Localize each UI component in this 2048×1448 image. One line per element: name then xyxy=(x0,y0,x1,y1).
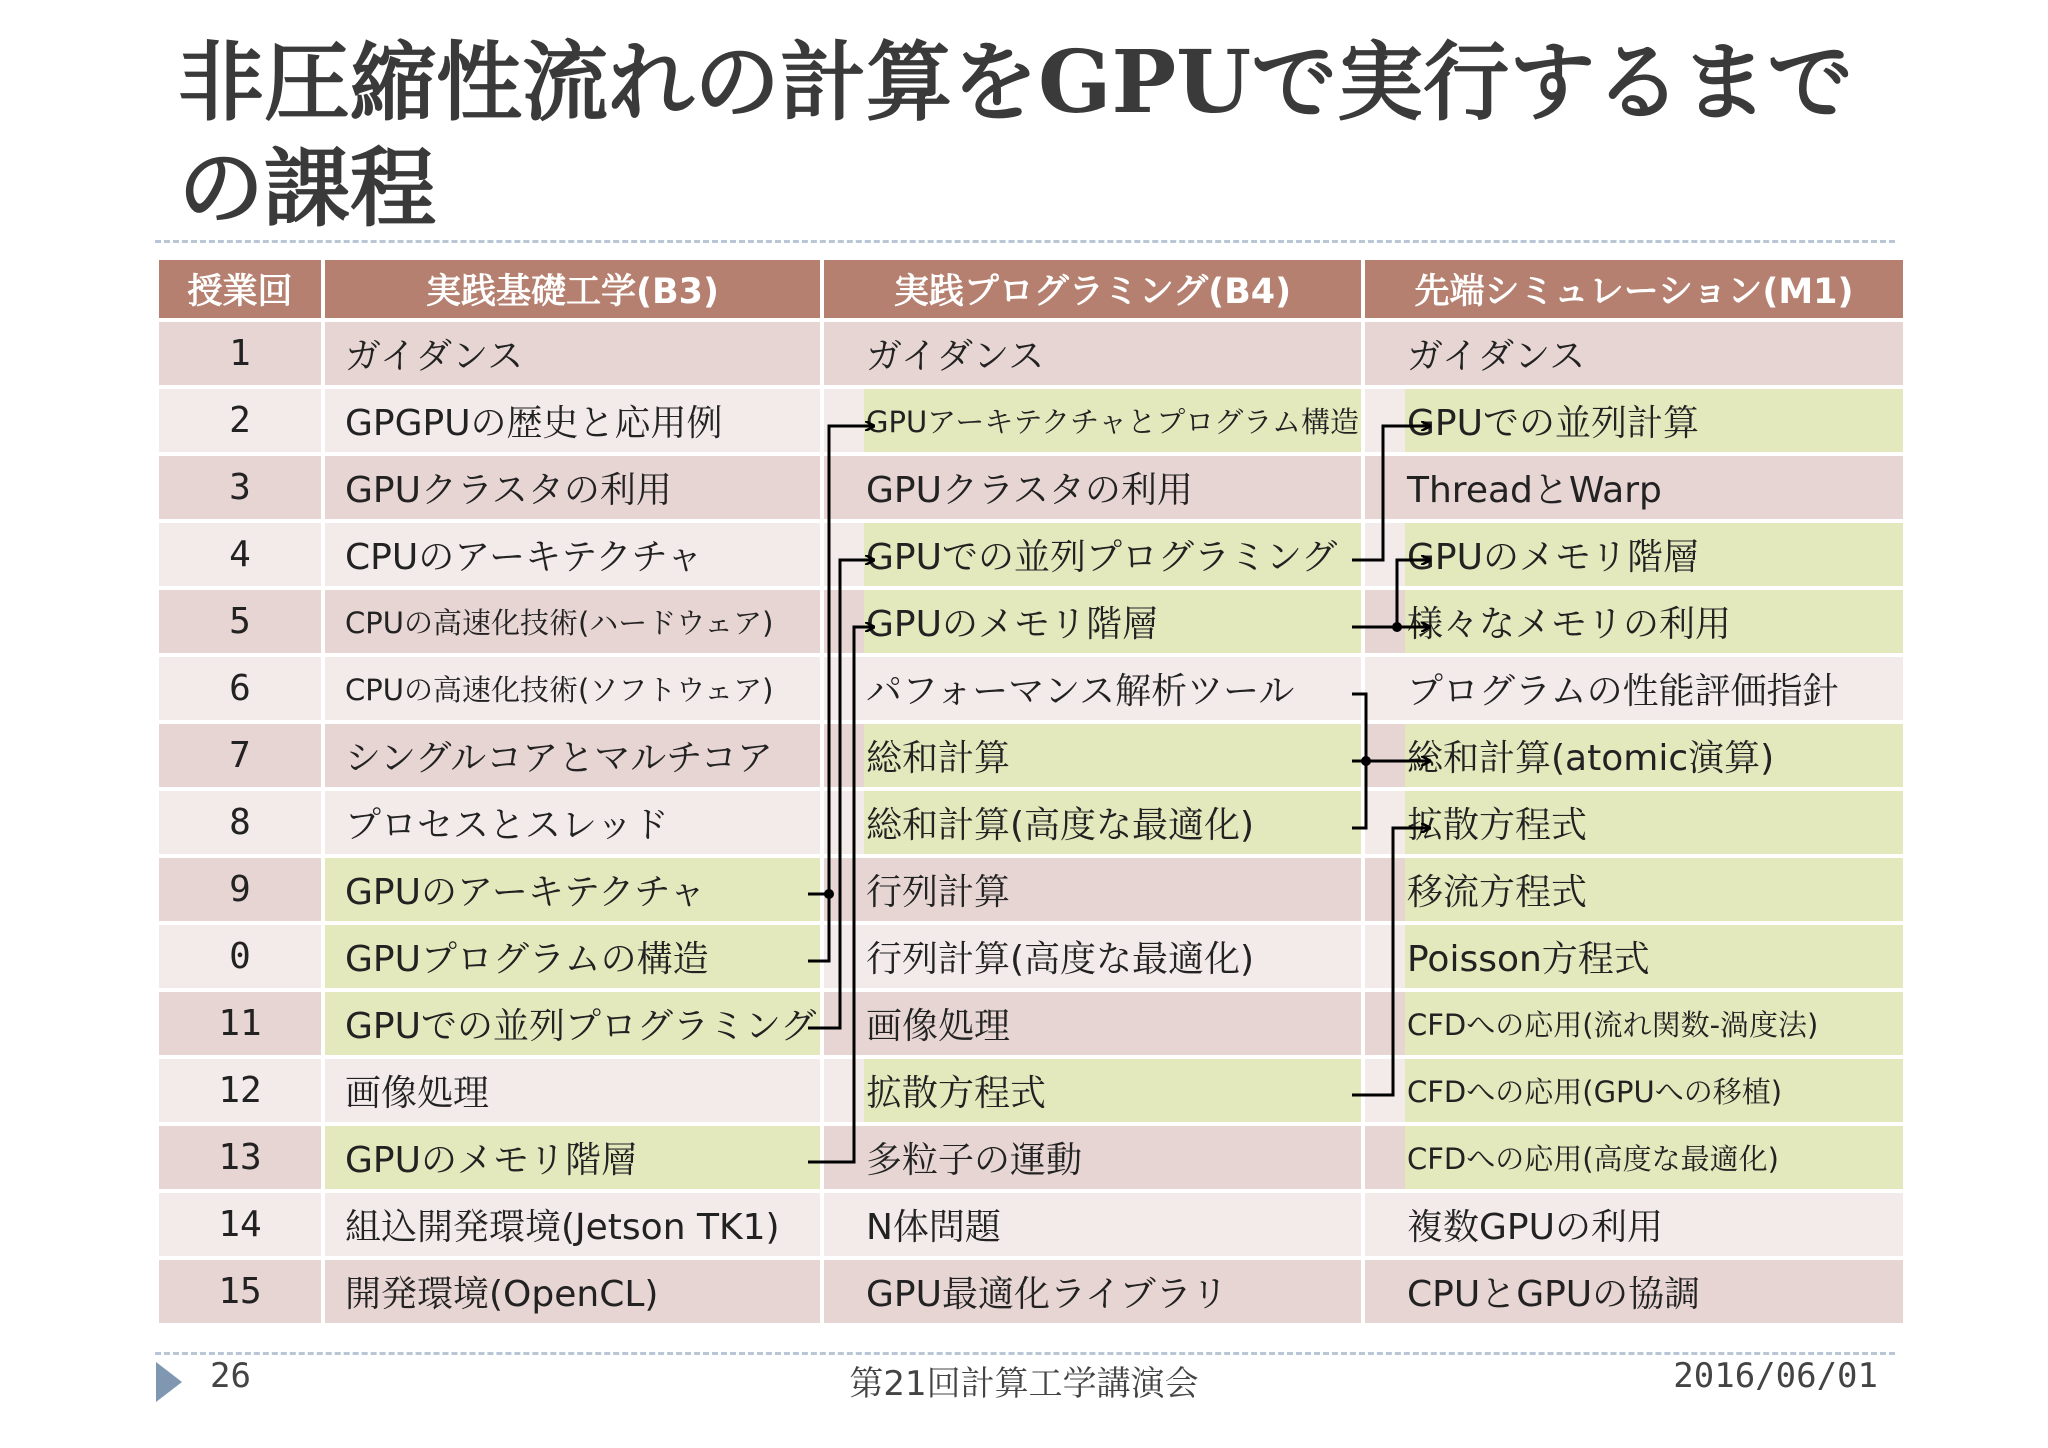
b3-cell: CPUの高速化技術(ソフトウェア) xyxy=(325,657,820,720)
b4-cell: 行列計算 xyxy=(824,858,1361,921)
slide-title: 非圧縮性流れの計算をGPUで実行するまでの課程 xyxy=(178,32,1854,239)
table-row xyxy=(159,992,1903,1055)
table-row xyxy=(159,389,1903,452)
b4-cell: 多粒子の運動 xyxy=(824,1126,1361,1189)
lesson-number: 13 xyxy=(159,1126,321,1189)
b3-cell: CPUのアーキテクチャ xyxy=(325,523,820,586)
header-b4: 実践プログラミング(B4) xyxy=(824,260,1361,318)
lesson-number: 6 xyxy=(159,657,321,720)
event-name: 第21回計算工学講演会 xyxy=(849,1364,1199,1404)
m1-cell: GPUのメモリ階層 xyxy=(1365,523,1903,586)
m1-cell: CFDへの応用(高度な最適化) xyxy=(1365,1126,1903,1189)
m1-cell: ガイダンス xyxy=(1365,322,1903,385)
table-row xyxy=(159,322,1903,385)
b4-cell: 画像処理 xyxy=(824,992,1361,1055)
m1-cell: CPUとGPUの協調 xyxy=(1365,1260,1903,1323)
b4-cell: N体問題 xyxy=(824,1193,1361,1256)
table-row xyxy=(159,456,1903,519)
b4-cell: 総和計算 xyxy=(824,724,1361,787)
lesson-number: 3 xyxy=(159,456,321,519)
b3-cell: GPGPUの歴史と応用例 xyxy=(325,389,820,452)
lesson-number: 14 xyxy=(159,1193,321,1256)
lesson-number: 5 xyxy=(159,590,321,653)
b3-cell: GPUクラスタの利用 xyxy=(325,456,820,519)
lesson-number: 15 xyxy=(159,1260,321,1323)
bottom-divider xyxy=(155,1352,1895,1355)
b3-cell: 組込開発環境(Jetson TK1) xyxy=(325,1193,820,1256)
b3-cell: 開発環境(OpenCL) xyxy=(325,1260,820,1323)
table-row xyxy=(159,1126,1903,1189)
m1-cell: CFDへの応用(GPUへの移植) xyxy=(1365,1059,1903,1122)
b4-cell: パフォーマンス解析ツール xyxy=(824,657,1361,720)
header-m1: 先端シミュレーション(M1) xyxy=(1365,260,1903,318)
b3-cell: GPUプログラムの構造 xyxy=(325,925,820,988)
lesson-number: 9 xyxy=(159,858,321,921)
table-row xyxy=(159,724,1903,787)
b3-cell: シングルコアとマルチコア xyxy=(325,724,820,787)
m1-cell: Poisson方程式 xyxy=(1365,925,1903,988)
table-row xyxy=(159,858,1903,921)
m1-cell: プログラムの性能評価指針 xyxy=(1365,657,1903,720)
lesson-number: 11 xyxy=(159,992,321,1055)
b4-cell: ガイダンス xyxy=(824,322,1361,385)
lesson-number: 7 xyxy=(159,724,321,787)
header-b3: 実践基礎工学(B3) xyxy=(325,260,820,318)
table-row xyxy=(159,1260,1903,1323)
top-divider xyxy=(155,240,1895,243)
m1-cell: 複数GPUの利用 xyxy=(1365,1193,1903,1256)
b3-cell: CPUの高速化技術(ハードウェア) xyxy=(325,590,820,653)
m1-cell: 移流方程式 xyxy=(1365,858,1903,921)
lesson-number: 12 xyxy=(159,1059,321,1122)
b4-cell: GPU最適化ライブラリ xyxy=(824,1260,1361,1323)
b4-cell: GPUのメモリ階層 xyxy=(824,590,1361,653)
lesson-number: 2 xyxy=(159,389,321,452)
b4-cell: GPUクラスタの利用 xyxy=(824,456,1361,519)
table-row xyxy=(159,657,1903,720)
b3-cell: プロセスとスレッド xyxy=(325,791,820,854)
table-row xyxy=(159,791,1903,854)
b4-cell: GPUでの並列プログラミング xyxy=(824,523,1361,586)
lesson-number: 0 xyxy=(159,925,321,988)
b4-cell: 総和計算(高度な最適化) xyxy=(824,791,1361,854)
b3-cell: GPUでの並列プログラミング xyxy=(325,992,820,1055)
lesson-number: 1 xyxy=(159,322,321,385)
m1-cell: 拡散方程式 xyxy=(1365,791,1903,854)
b3-cell: 画像処理 xyxy=(325,1059,820,1122)
table-row xyxy=(159,1193,1903,1256)
table-row xyxy=(159,523,1903,586)
table-row xyxy=(159,1059,1903,1122)
m1-cell: 様々なメモリの利用 xyxy=(1365,590,1903,653)
b3-cell: ガイダンス xyxy=(325,322,820,385)
b3-cell: GPUのアーキテクチャ xyxy=(325,858,820,921)
m1-cell: ThreadとWarp xyxy=(1365,456,1903,519)
table-header-row xyxy=(159,260,1903,318)
m1-cell: 総和計算(atomic演算) xyxy=(1365,724,1903,787)
table-row xyxy=(159,925,1903,988)
b4-cell: GPUアーキテクチャとプログラム構造 xyxy=(824,389,1361,452)
b3-cell: GPUのメモリ階層 xyxy=(325,1126,820,1189)
m1-cell: CFDへの応用(流れ関数-渦度法) xyxy=(1365,992,1903,1055)
curriculum-table xyxy=(155,256,1907,1327)
header-lesson: 授業回 xyxy=(159,260,321,318)
page-number: 26 xyxy=(210,1356,251,1396)
lesson-number: 8 xyxy=(159,791,321,854)
m1-cell: GPUでの並列計算 xyxy=(1365,389,1903,452)
b4-cell: 行列計算(高度な最適化) xyxy=(824,925,1361,988)
b4-cell: 拡散方程式 xyxy=(824,1059,1361,1122)
table-row xyxy=(159,590,1903,653)
lesson-number: 4 xyxy=(159,523,321,586)
presentation-date: 2016/06/01 xyxy=(1673,1356,1878,1396)
